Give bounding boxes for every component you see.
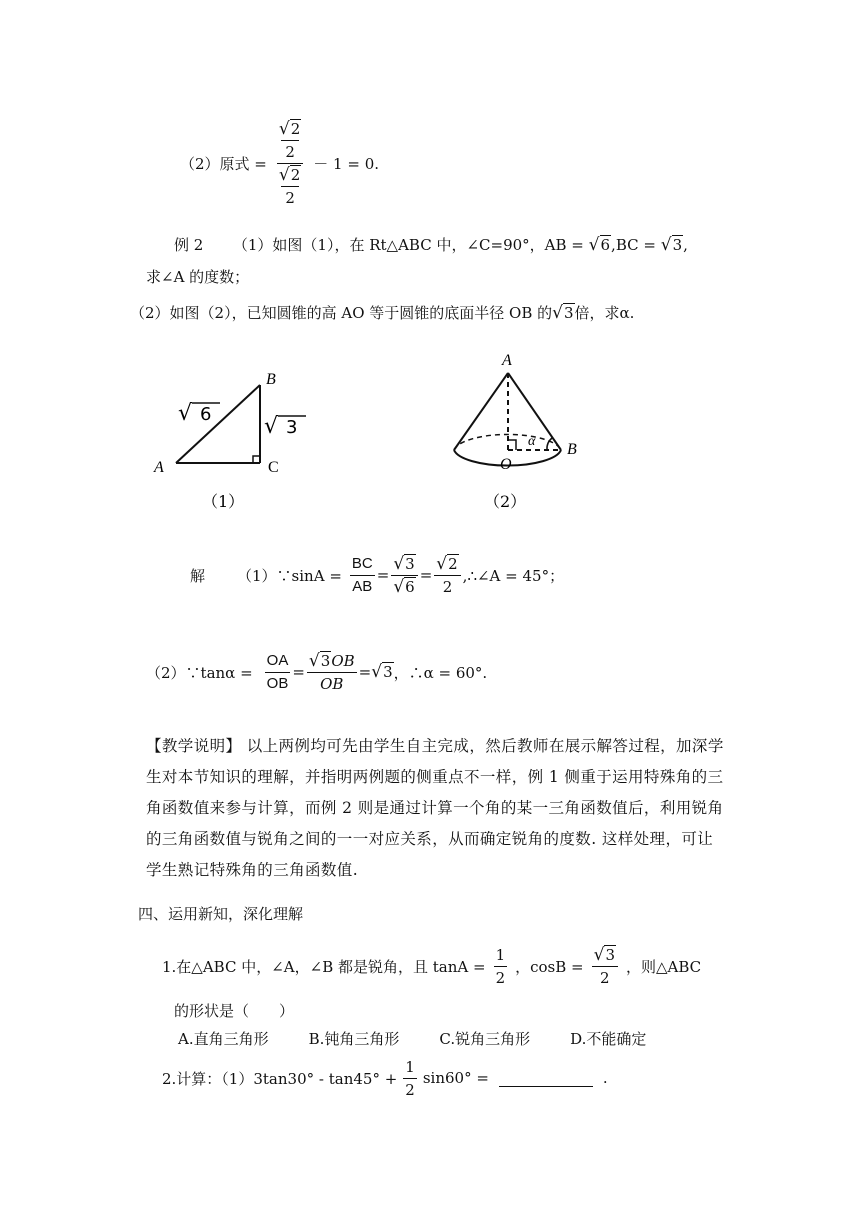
side-label-value: 3 (286, 417, 298, 438)
hypotenuse-label-value: 6 (200, 404, 212, 425)
point-label-B: B (567, 441, 577, 458)
figure-1-caption: （1） (202, 492, 245, 511)
radical: √3 (371, 662, 393, 682)
solution-lead: 解 (190, 566, 206, 585)
solution-line-1: 解 （1）∵sinA = $\frac{BC}{AB}$ = $\frac{√3}{√6}$ = $\frac{√2}{2}$ ,∴∠A = 45°； (190, 553, 565, 597)
question-1-line2: 的形状是（ ） (174, 1002, 295, 1020)
example2-q1-line2: 求∠A 的度数； (146, 268, 250, 286)
fraction: $\frac{√2}{2}$ (434, 553, 460, 598)
question-2-line: 2.计算：（1）3tan30° - tan45° + $\frac{1}{2}$ sin60° = . (162, 1057, 608, 1099)
radical: √3 (660, 235, 683, 255)
fraction: $\frac{√3}{2}$ (592, 944, 618, 989)
question-1-options (178, 1028, 646, 1049)
radical: √2 (278, 118, 301, 139)
figure-1-triangle (150, 360, 310, 520)
vertex-label-C: C (268, 459, 279, 476)
part2-line (180, 118, 379, 208)
example2-q2: （2）如图（2），已知圆锥的高 AO 等于圆锥的底面半径 OB 的√3倍，求α. (130, 303, 635, 323)
right-angle-mark (253, 456, 260, 463)
point-label-O: O (500, 456, 512, 473)
radical: √6 (588, 235, 611, 255)
part2-label: （2）原式 = (180, 154, 267, 173)
radical: √3 (552, 303, 574, 323)
side-radical-symbol: √ (264, 414, 279, 439)
figure-2-cone (440, 345, 600, 520)
fraction: $\frac{OA}{OB}$ (266, 651, 289, 692)
cone-left-edge (454, 373, 508, 450)
example2-lead: 例 2 (174, 236, 204, 254)
part2-complex-fraction (277, 118, 303, 209)
fraction-denominator: 2 (281, 140, 299, 163)
angle-label-alpha: α (528, 434, 536, 449)
solution-line-2: （2）∵tanα = $\frac{OA}{OB}$ = $\frac{√3OB}{OB}$ = √3 ，∴α = 60°. (146, 650, 488, 693)
example2-q1-text: （1）如图（1），在 Rt△ABC 中，∠C=90°，AB = (232, 236, 584, 254)
right-angle-mark (508, 440, 516, 450)
question-1-line: 1.在△ABC 中，∠A，∠B 都是锐角，且 tanA = $\frac{1}{2}$ ，cosB = $\frac{√3}{2}$ ，则△ABC (162, 944, 702, 987)
angle-alpha-arc (547, 438, 552, 450)
fraction: $\frac{BC}{AB}$ (351, 554, 373, 595)
apex-label-A: A (502, 352, 512, 369)
example2-q1: 例 2 （1）如图（1），在 Rt△ABC 中，∠C=90°，AB = √6,BC = √3, (174, 230, 688, 260)
radical: √2 (278, 164, 301, 185)
fraction: $\frac{1}{2}$ (495, 945, 506, 987)
fraction-denominator: 2 (281, 186, 299, 209)
section-4-heading: 四、运用新知，深化理解 (138, 905, 304, 923)
option-c[interactable]: C.锐角三角形 (439, 1030, 531, 1048)
fraction: $\frac{√3}{√6}$ (391, 553, 417, 598)
teaching-note: 【教学说明】 以上两例均可先由学生自主完成，然后教师在展示解答过程，加深学生对本节知识的理解，并指明两例题的侧重点不一样，例 1 侧重于运用特殊角的三角函数值来参与计算，而例 2 则是通过计算一个角的某一三角函数值后，利用锐角的三角函数值与锐角之间的一一对应关系，从而确定锐角的度数. 这样处理，可让学生熟记特殊角的三角函数值. (146, 737, 724, 879)
answer-blank[interactable] (499, 1070, 593, 1087)
figure-2-caption: （2） (484, 492, 527, 511)
vertex-label-A: A (154, 459, 164, 476)
fraction: $\frac{√3OB}{OB}$ (308, 650, 355, 693)
fraction: $\frac{1}{2}$ (405, 1057, 415, 1099)
vertex-label-B: B (266, 371, 276, 388)
option-a[interactable]: A.直角三角形 (178, 1030, 269, 1048)
part2-tail: － 1 = 0. (313, 154, 380, 173)
option-d[interactable]: D.不能确定 (570, 1030, 647, 1048)
hypotenuse-radical-symbol: √ (178, 401, 193, 426)
option-b[interactable]: B.钝角三角形 (308, 1030, 400, 1048)
